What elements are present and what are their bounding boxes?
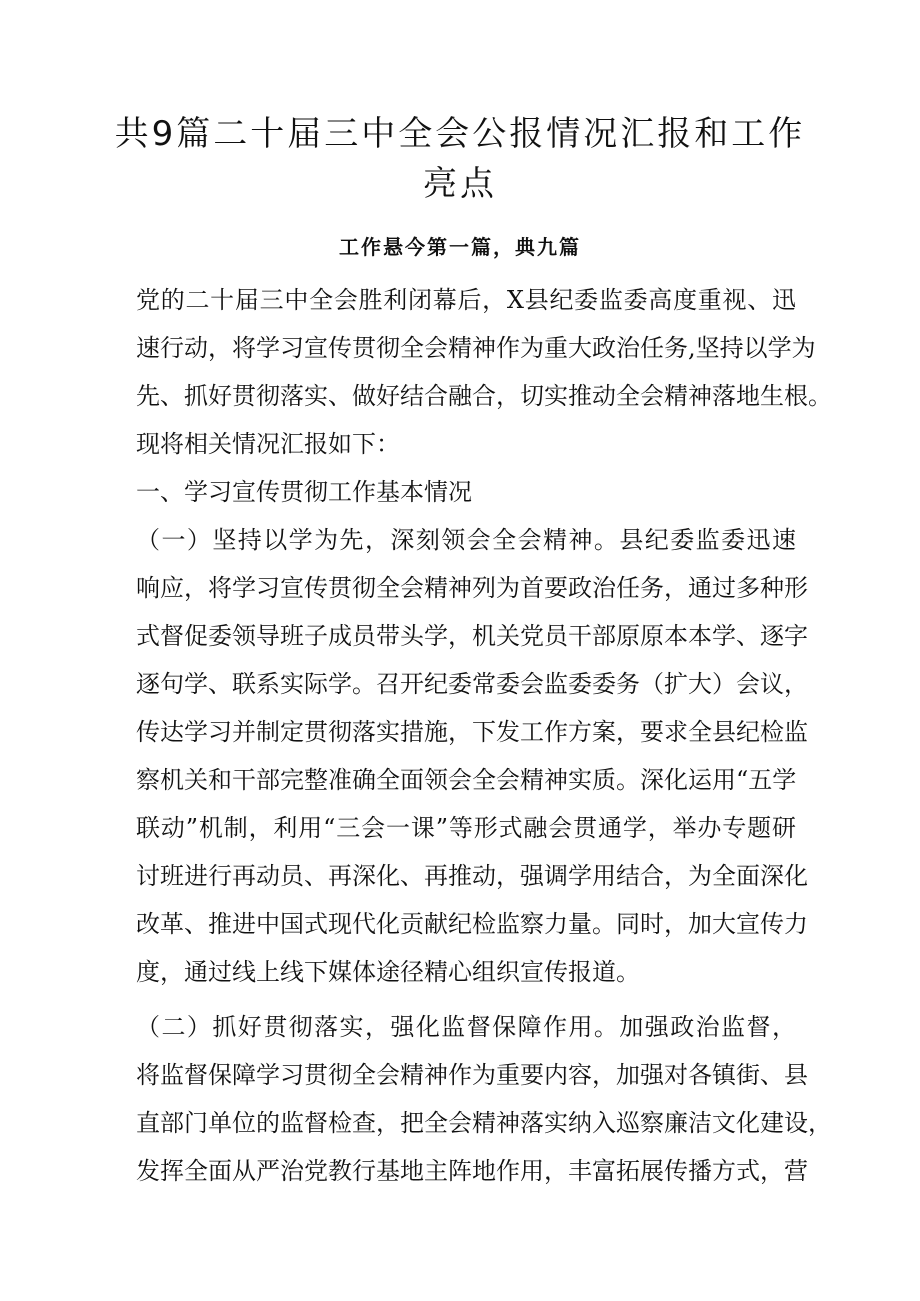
text-line: （一）坚持以学为先，深刻领会全会精神。县纪委监委迅速	[136, 526, 796, 554]
text-line: 度，通过线上线下媒体途径精心组织宣传报道。	[136, 958, 640, 986]
text-line: 响应，将学习宣传贯彻全会精神列为首要政治任务，通过多种形	[136, 574, 808, 602]
text-line: 传达学习并制定贯彻落实措施，下发工作方案，要求全县纪检监	[136, 718, 808, 746]
text-line: 逐句学、联系实际学。召开纪委常委会监委委务（扩大）会议，	[136, 670, 808, 698]
document-title-line-1: 共9篇二十届三中全会公报情况汇报和工作	[114, 114, 806, 154]
document-subtitle: 工作悬今第一篇，典九篇	[339, 235, 581, 259]
document-title-line-2: 亮点	[423, 164, 497, 204]
text-line: 党的二十届三中全会胜利闭幕后，X县纪委监委高度重视、迅	[136, 286, 796, 314]
section-heading: 一、学习宣传贯彻工作基本情况	[136, 478, 472, 506]
text-line: 将监督保障学习贯彻全会精神作为重要内容，加强对各镇街、县	[136, 1061, 808, 1089]
document-body	[136, 276, 832, 1195]
text-line: 直部门单位的监督检查，把全会精神落实纳入巡察廉洁文化建设，	[136, 1109, 832, 1137]
text-line: 发挥全面从严治党教行基地主阵地作用，丰富拓展传播方式，营	[136, 1157, 808, 1185]
text-line: （二）抓好贯彻落实，强化监督保障作用。加强政治监督，	[136, 1013, 796, 1041]
text-line: 察机关和干部完整准确全面领会全会精神实质。深化运用“五学	[136, 766, 797, 794]
text-line: 式督促委领导班子成员带头学，机关党员干部原原本本学、逐字	[136, 622, 808, 650]
text-line: 联动”机制，利用“三会一课”等形式融会贯通学，举办专题研	[136, 814, 796, 842]
text-line: 先、抓好贯彻落实、做好结合融合，切实推动全会精神落地生根。	[136, 382, 832, 410]
text-line: 改革、推进中国式现代化贡献纪检监察力量。同时，加大宣传力	[136, 910, 808, 938]
text-line: 现将相关情况汇报如下：	[136, 430, 400, 458]
paragraph-gap	[136, 996, 796, 1003]
text-line: 速行动，将学习宣传贯彻全会精神作为重大政治任务,坚持以学为	[136, 334, 816, 362]
text-line: 讨班进行再动员、再深化、再推动，强调学用结合，为全面深化	[136, 862, 808, 890]
